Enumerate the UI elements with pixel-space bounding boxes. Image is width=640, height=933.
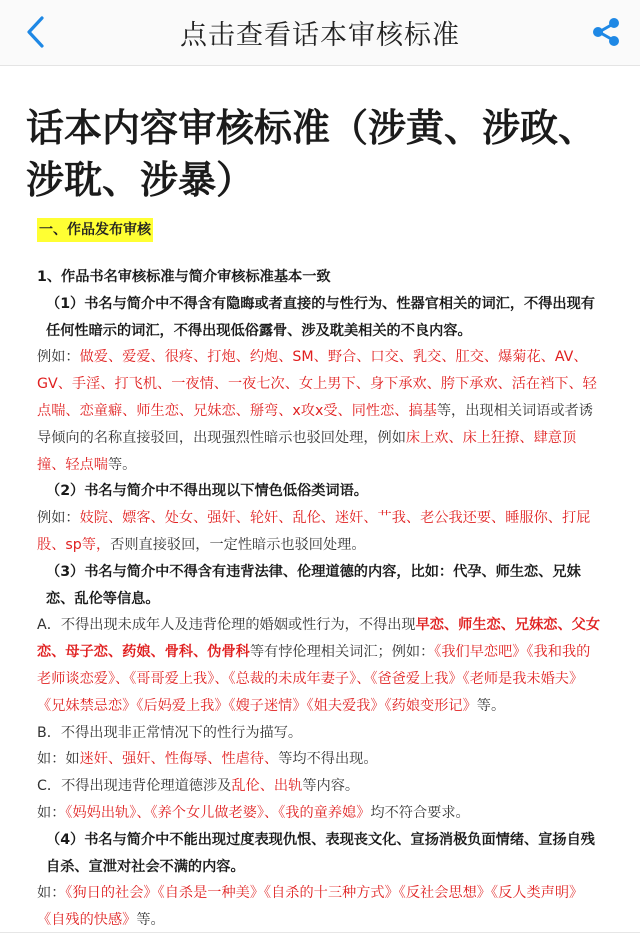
forbidden-relations: 早恋、师生恋、兄妹恋、父女恋、母子恋、药娘、骨科、伪骨科	[37, 617, 601, 661]
rule-3c-example	[37, 800, 603, 827]
rule-1-end: 等。	[107, 456, 137, 473]
share-button[interactable]	[586, 12, 626, 52]
example-prefix: 如：	[37, 885, 66, 902]
rule-3c-example-end: 均不符合要求。	[370, 804, 470, 821]
item-heading: 1、作品书名审核标准与简介审核标准基本一致	[37, 269, 331, 285]
forbidden-words: 迷奸、强奸、性侮辱、性虐待、	[79, 751, 279, 768]
rule-3a-mid: 等有悖伦理相关词汇；例如：	[249, 644, 435, 661]
rule-3b-example	[37, 746, 603, 773]
forbidden-words: 乱伦、出轨	[231, 778, 303, 795]
rule-3-title: （3）书名与简介中不得含有违背法律、伦理道德的内容，比如：代孕、师生恋、兄妹恋、乱伦等信息。	[46, 563, 581, 607]
chevron-left-icon	[25, 15, 47, 49]
rule-3c-end: 等内容。	[302, 778, 360, 795]
document-title: 话本内容审核标准（涉黄、涉政、涉耽、涉暴）	[26, 106, 597, 202]
forbidden-titles: 《我们早恋吧》《我和我的老师谈恋爱》、《哥哥爱上我》、《总裁的未成年妻子》、《爸爸爱上我》《老师是我未婚夫》《兄妹禁忌恋》《后妈爱上我》《嫂子迷情》《姐夫爱我》《药娘变形记》	[37, 644, 591, 714]
rule-2-end: 否则直接驳回，一定性暗示也驳回处理。	[110, 536, 366, 553]
rule-1-title: （1）书名与简介中不得含有隐晦或者直接的与性行为、性器官相关的词汇，不得出现有任何性暗示的词汇，不得出现低俗露骨、涉及耽美相关的不良内容。	[46, 295, 595, 339]
example-prefix: 例如：	[37, 349, 80, 366]
rule-3a-prefix: A．不得出现未成年人及违背伦理的婚姻或性行为，不得出现	[37, 617, 416, 634]
rule-4-title: （4）书名与简介中不能出现过度表现仇恨、表现丧文化、宣扬消极负面情绪、宣扬自残自杀、宣泄对社会不满的内容。	[46, 831, 595, 875]
forbidden-examples: 床上欢、床上狂撩、肆意顶撞、轻点喘	[37, 429, 577, 473]
forbidden-words: 做爱、爱爱、很疼、打炮、约炮、SM、野合、口交、乳交、肛交、爆菊花、AV、GV、手淫、打飞机、一夜情、一夜七次、女上男下、身下承欢、胯下承欢、活在裆下、轻点喘、恋童癖、师生恋、兄妹恋、掰弯、x攻x受、同性恋、搞基	[37, 349, 597, 419]
rule-3a-end: 等。	[476, 697, 506, 714]
rule-1-mid: 等，出现相关词语或者诱导倾向的名称直接驳回，出现强烈性暗示也驳回处理，例如	[37, 402, 593, 446]
back-button[interactable]	[16, 12, 56, 52]
rule-2-examples	[37, 505, 603, 559]
document-content	[0, 66, 640, 933]
forbidden-titles: 《狗日的社会》《自杀是一种美》《自杀的十三种方式》《反社会思想》《反人类声明》《自残的快感》	[37, 885, 584, 929]
example-prefix: 如：	[37, 804, 66, 821]
example-prefix: 例如：	[37, 510, 80, 527]
section-heading: 一、作品发布审核	[37, 218, 153, 242]
page-title: 点击查看话本审核标准	[180, 20, 460, 51]
forbidden-words: 妓院、嫖客、处女、强奸、轮奸、乱伦、迷奸、艹我、老公我还要、睡服你、打屁股、sp等，	[37, 510, 591, 553]
rule-4-examples	[37, 880, 603, 933]
rule-3c-prefix: C．不得出现违背伦理道德涉及	[37, 778, 232, 795]
share-icon	[590, 16, 622, 48]
rule-1-examples	[37, 344, 603, 478]
rule-2-title: （2）书名与简介中不得出现以下情色低俗类词语。	[46, 483, 368, 500]
rule-3b-end: 等均不得出现。	[278, 751, 378, 768]
rule-4-end: 等。	[136, 912, 165, 929]
top-nav-bar	[0, 0, 640, 66]
forbidden-titles: 《妈妈出轨》、《养个女儿做老婆》、《我的童养媳》	[65, 804, 371, 821]
rule-3b: B．不得出现非正常情况下的性行为描写。	[37, 724, 303, 741]
example-prefix: 如：如	[37, 751, 80, 768]
rule-3a	[37, 612, 603, 719]
rules-body	[37, 264, 603, 933]
rule-3c	[37, 773, 603, 800]
